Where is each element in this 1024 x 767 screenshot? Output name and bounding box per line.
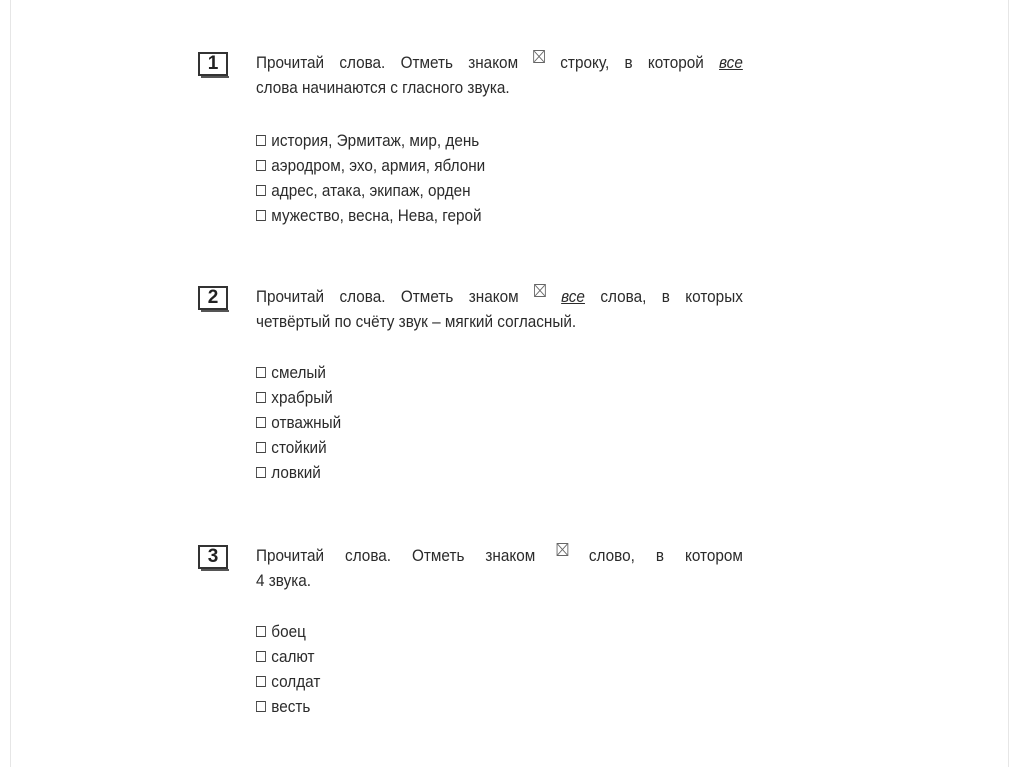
word: котором — [684, 546, 743, 565]
word: слова, — [600, 287, 647, 306]
option-label: храбрый — [271, 388, 333, 407]
option-label: солдат — [271, 672, 321, 691]
checkbox[interactable] — [256, 367, 266, 378]
word: в — [655, 546, 664, 565]
crossed-box-icon — [534, 284, 546, 297]
option-label: история, Эрмитаж, мир, день — [271, 131, 480, 150]
word: знаком — [468, 287, 519, 306]
task-number: 1 — [198, 52, 228, 76]
option-row[interactable] — [256, 619, 320, 644]
word: знаком — [485, 546, 536, 565]
word: в — [661, 287, 670, 306]
task-instruction — [256, 50, 743, 100]
word: в — [624, 53, 633, 72]
checkbox[interactable] — [256, 701, 266, 712]
checkbox[interactable] — [256, 185, 266, 196]
crossed-box-icon — [533, 50, 545, 63]
checkbox[interactable] — [256, 626, 266, 637]
checkbox[interactable] — [256, 392, 266, 403]
instruction-line-2: четвёртый по счёту звук – мягкий согласный. — [256, 312, 577, 331]
option-label: смелый — [271, 363, 326, 382]
option-label: стойкий — [271, 438, 327, 457]
option-label: отважный — [271, 413, 342, 432]
option-row[interactable] — [256, 153, 485, 178]
task-instruction — [256, 543, 743, 593]
checkbox[interactable] — [256, 210, 266, 221]
option-row[interactable] — [256, 435, 341, 460]
word: Прочитай — [256, 546, 325, 565]
word: Отметь — [400, 53, 453, 72]
word: которых — [685, 287, 743, 306]
answer-options — [256, 128, 485, 228]
instruction-line-2: 4 звука. — [256, 571, 312, 590]
checkbox[interactable] — [256, 676, 266, 687]
page-edge-left — [10, 0, 11, 767]
option-row[interactable] — [256, 669, 320, 694]
option-row[interactable] — [256, 460, 341, 485]
checkbox[interactable] — [256, 467, 266, 478]
option-row[interactable] — [256, 385, 341, 410]
option-row[interactable] — [256, 410, 341, 435]
word: слова. — [339, 287, 386, 306]
option-row[interactable] — [256, 360, 341, 385]
page-edge-right — [1008, 0, 1009, 767]
word: которой — [647, 53, 704, 72]
word: Прочитай — [256, 53, 325, 72]
answer-options — [256, 619, 320, 719]
option-row[interactable] — [256, 178, 485, 203]
checkbox[interactable] — [256, 135, 266, 146]
task-number: 2 — [198, 286, 228, 310]
word: знаком — [468, 53, 519, 72]
option-label: аэродром, эхо, армия, яблони — [271, 156, 486, 175]
word: слова. — [345, 546, 392, 565]
option-label: боец — [271, 622, 306, 641]
checkbox[interactable] — [256, 651, 266, 662]
checkbox[interactable] — [256, 160, 266, 171]
option-row[interactable] — [256, 128, 485, 153]
instruction-line-1 — [256, 284, 743, 309]
option-label: салют — [271, 647, 315, 666]
checkbox[interactable] — [256, 417, 266, 428]
word: слово, — [588, 546, 635, 565]
crossed-box-icon — [556, 543, 568, 556]
option-row[interactable] — [256, 694, 320, 719]
instruction-line-2: слова начинаются с гласного звука. — [256, 78, 510, 97]
emphasis-word: все — [719, 53, 743, 72]
instruction-line-1 — [256, 543, 743, 568]
option-label: весть — [271, 697, 311, 716]
checkbox[interactable] — [256, 442, 266, 453]
emphasis-word: все — [561, 287, 585, 306]
word: строку, — [560, 53, 610, 72]
instruction-line-1 — [256, 50, 743, 75]
answer-options — [256, 360, 341, 485]
word: Отметь — [400, 287, 454, 306]
option-label: адрес, атака, экипаж, орден — [271, 181, 471, 200]
option-row[interactable] — [256, 203, 485, 228]
option-row[interactable] — [256, 644, 320, 669]
word: слова. — [339, 53, 386, 72]
option-label: мужество, весна, Нева, герой — [271, 206, 482, 225]
option-label: ловкий — [271, 463, 321, 482]
task-instruction — [256, 284, 743, 334]
task-number: 3 — [198, 545, 228, 569]
word: Отметь — [412, 546, 465, 565]
word: Прочитай — [256, 287, 325, 306]
